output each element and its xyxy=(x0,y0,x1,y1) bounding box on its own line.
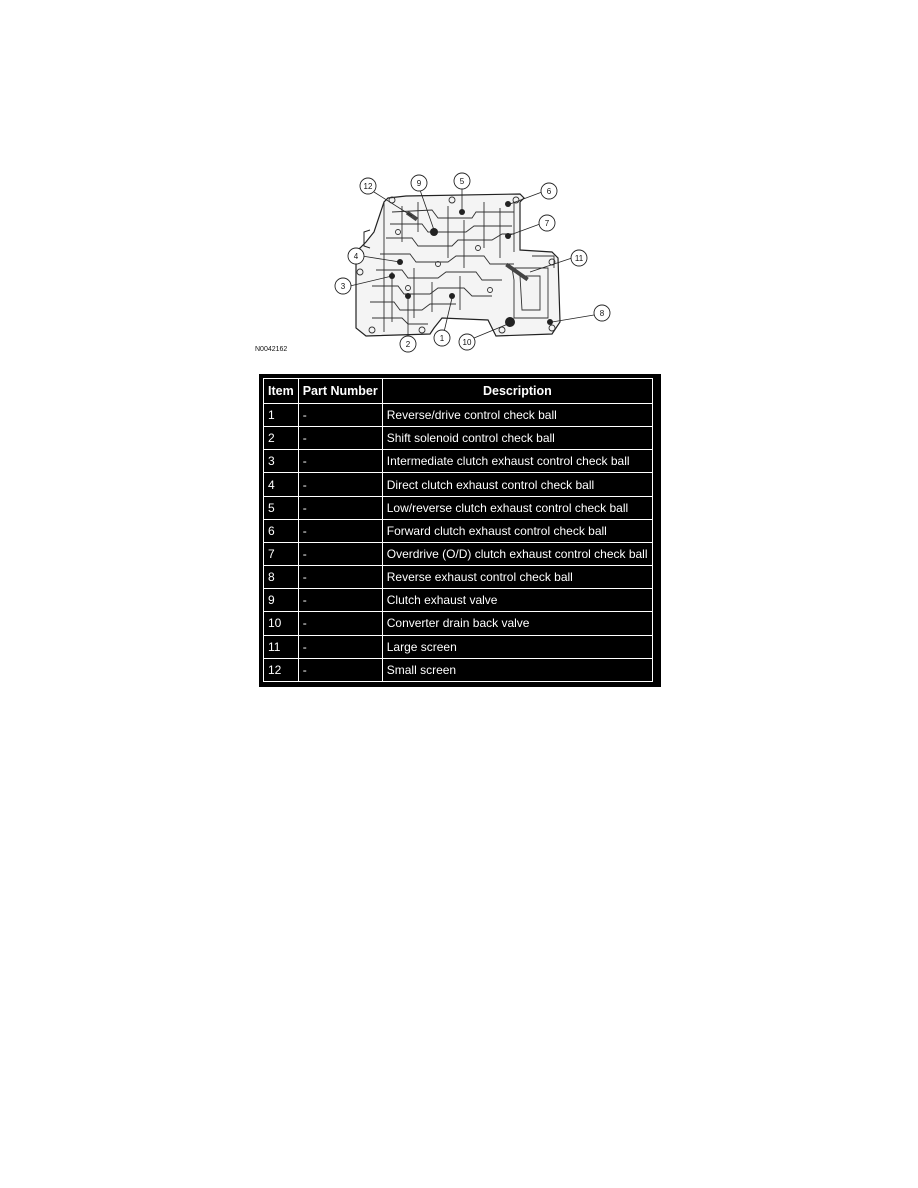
cell-item: 3 xyxy=(264,450,299,473)
cell-item: 4 xyxy=(264,473,299,496)
table-row xyxy=(264,450,653,473)
figure-id: N0042162 xyxy=(255,346,288,353)
table-row xyxy=(264,519,653,542)
callout-label: 9 xyxy=(416,179,422,188)
callout-label: 2 xyxy=(405,340,411,349)
cell-part-number: - xyxy=(298,542,382,565)
cell-part-number: - xyxy=(298,635,382,658)
cell-description: Direct clutch exhaust control check ball xyxy=(382,473,652,496)
table-row xyxy=(264,566,653,589)
cell-item: 2 xyxy=(264,427,299,450)
cell-part-number: - xyxy=(298,427,382,450)
cell-part-number: - xyxy=(298,519,382,542)
cell-part-number: - xyxy=(298,658,382,681)
cell-item: 9 xyxy=(264,589,299,612)
cell-description: Converter drain back valve xyxy=(382,612,652,635)
header-part-number: Part Number xyxy=(298,379,382,404)
cell-item: 11 xyxy=(264,635,299,658)
callout-label: 5 xyxy=(459,177,465,186)
cell-description: Low/reverse clutch exhaust control check ball xyxy=(382,496,652,519)
parts-table xyxy=(263,378,653,682)
table-row xyxy=(264,635,653,658)
table-row xyxy=(264,589,653,612)
callout-label: 11 xyxy=(574,254,584,263)
table-row xyxy=(264,473,653,496)
cell-description: Small screen xyxy=(382,658,652,681)
valve-body-outline xyxy=(352,194,560,336)
callout-label: 4 xyxy=(353,252,359,261)
callout-label: 8 xyxy=(599,309,605,318)
cell-part-number: - xyxy=(298,589,382,612)
cell-part-number: - xyxy=(298,473,382,496)
callout-label: 12 xyxy=(363,182,373,191)
cell-item: 10 xyxy=(264,612,299,635)
cell-item: 1 xyxy=(264,404,299,427)
header-item: Item xyxy=(264,379,299,404)
callout-label: 1 xyxy=(439,334,445,343)
cell-description: Intermediate clutch exhaust control check ball xyxy=(382,450,652,473)
cell-item: 8 xyxy=(264,566,299,589)
valve-body-illustration xyxy=(252,172,622,358)
header-description: Description xyxy=(382,379,652,404)
cell-description: Reverse exhaust control check ball xyxy=(382,566,652,589)
cell-part-number: - xyxy=(298,566,382,589)
table-row xyxy=(264,404,653,427)
cell-item: 5 xyxy=(264,496,299,519)
cell-item: 6 xyxy=(264,519,299,542)
table-header-row xyxy=(264,379,653,404)
cell-description: Forward clutch exhaust control check ball xyxy=(382,519,652,542)
cell-part-number: - xyxy=(298,612,382,635)
callout-label: 6 xyxy=(546,187,552,196)
table-body xyxy=(264,404,653,682)
cell-item: 12 xyxy=(264,658,299,681)
valve-body-drawing xyxy=(252,172,622,358)
table-row xyxy=(264,496,653,519)
table-row xyxy=(264,612,653,635)
cell-description: Reverse/drive control check ball xyxy=(382,404,652,427)
table-row xyxy=(264,542,653,565)
cell-description: Clutch exhaust valve xyxy=(382,589,652,612)
table-row xyxy=(264,427,653,450)
callout-label: 10 xyxy=(462,338,472,347)
table-row xyxy=(264,658,653,681)
callout-label: 3 xyxy=(340,282,346,291)
cell-description: Large screen xyxy=(382,635,652,658)
cell-description: Overdrive (O/D) clutch exhaust control check ball xyxy=(382,542,652,565)
cell-part-number: - xyxy=(298,496,382,519)
parts-table-frame xyxy=(259,374,661,687)
cell-part-number: - xyxy=(298,404,382,427)
cell-part-number: - xyxy=(298,450,382,473)
callout-label: 7 xyxy=(544,219,550,228)
cell-description: Shift solenoid control check ball xyxy=(382,427,652,450)
cell-item: 7 xyxy=(264,542,299,565)
